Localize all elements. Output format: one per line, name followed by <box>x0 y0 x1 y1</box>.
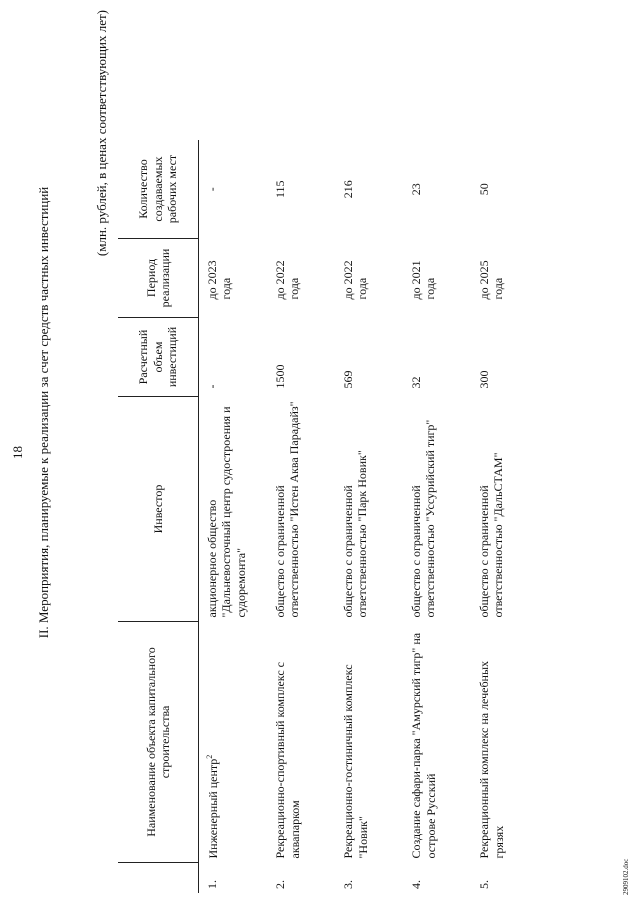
table-row <box>403 140 471 893</box>
row-jobs: - <box>205 187 219 192</box>
header-name: Наименование объекта капитального строительства <box>118 622 199 863</box>
row-name <box>471 622 539 863</box>
row-jobs: 216 <box>341 180 355 199</box>
table-header-row <box>118 140 199 893</box>
footer-doc-code: 2909102.doc <box>622 858 630 895</box>
table-row <box>267 140 335 893</box>
row-investor: общество с ограниченной ответственностью "Парк Новик" <box>341 450 370 618</box>
row-name-text: Рекреационный комплекс на лечебных грязях <box>477 660 507 859</box>
row-name-text: Инженерный центр <box>206 758 220 859</box>
units-note: (млн. рублей, в ценах соответствующих лет) <box>94 10 109 257</box>
row-period: до 2022 года <box>273 260 302 300</box>
row-jobs: 115 <box>273 180 287 199</box>
row-period: до 2021 года <box>409 260 438 300</box>
row-name-text: Рекреационно-гостиничный комплекс "Новик" <box>341 664 371 859</box>
row-name <box>199 622 268 863</box>
row-volume: 569 <box>341 370 355 389</box>
row-period: до 2023 года <box>205 260 234 300</box>
row-num: 1. <box>205 880 219 889</box>
row-volume: 300 <box>477 370 491 389</box>
row-name <box>403 622 471 863</box>
row-name-text: Рекреационно-спортивный комплекс с аквапарком <box>273 662 303 859</box>
row-investor: общество с ограниченной ответственностью "Уссурийский тигр" <box>409 419 438 618</box>
table-row <box>199 140 268 893</box>
header-volume: Расчетный объем инвестиций <box>118 318 199 397</box>
row-jobs: 50 <box>477 183 491 196</box>
row-investor: общество с ограниченной ответственностью "ДальСТАМ" <box>477 452 506 618</box>
header-period: Период реализации <box>118 239 199 318</box>
row-investor: общество с ограниченной ответственностью "Истен Аква Парадайз" <box>273 401 302 618</box>
investment-table <box>118 140 539 893</box>
row-volume: - <box>205 384 219 389</box>
footnote-mark: 2 <box>205 754 214 759</box>
header-jobs: Количество создаваемых рабочих мест <box>118 140 199 239</box>
page-number: 18 <box>10 446 25 459</box>
row-jobs: 23 <box>409 183 423 196</box>
row-num: 4. <box>409 880 423 889</box>
row-num: 3. <box>341 880 355 889</box>
header-investor: Инвестор <box>118 397 199 622</box>
table-row <box>471 140 539 893</box>
table-row <box>335 140 403 893</box>
row-volume: 32 <box>409 376 423 389</box>
row-num: 5. <box>477 880 491 889</box>
row-name <box>335 622 403 863</box>
header-num <box>118 863 199 894</box>
row-num: 2. <box>273 880 287 889</box>
row-period: до 2025 года <box>477 260 506 300</box>
row-investor: акционерное общество "Дальневосточный центр судостроения и судоремонта" <box>205 406 248 618</box>
row-name <box>267 622 335 863</box>
row-period: до 2022 года <box>341 260 370 300</box>
section-title: II. Мероприятия, планируемые к реализации за счет средств частных инвестиций <box>36 186 51 639</box>
row-name-text: Создание сафари-парка "Амурский тигр" на острове Русский <box>409 632 439 859</box>
row-volume: 1500 <box>273 364 287 389</box>
